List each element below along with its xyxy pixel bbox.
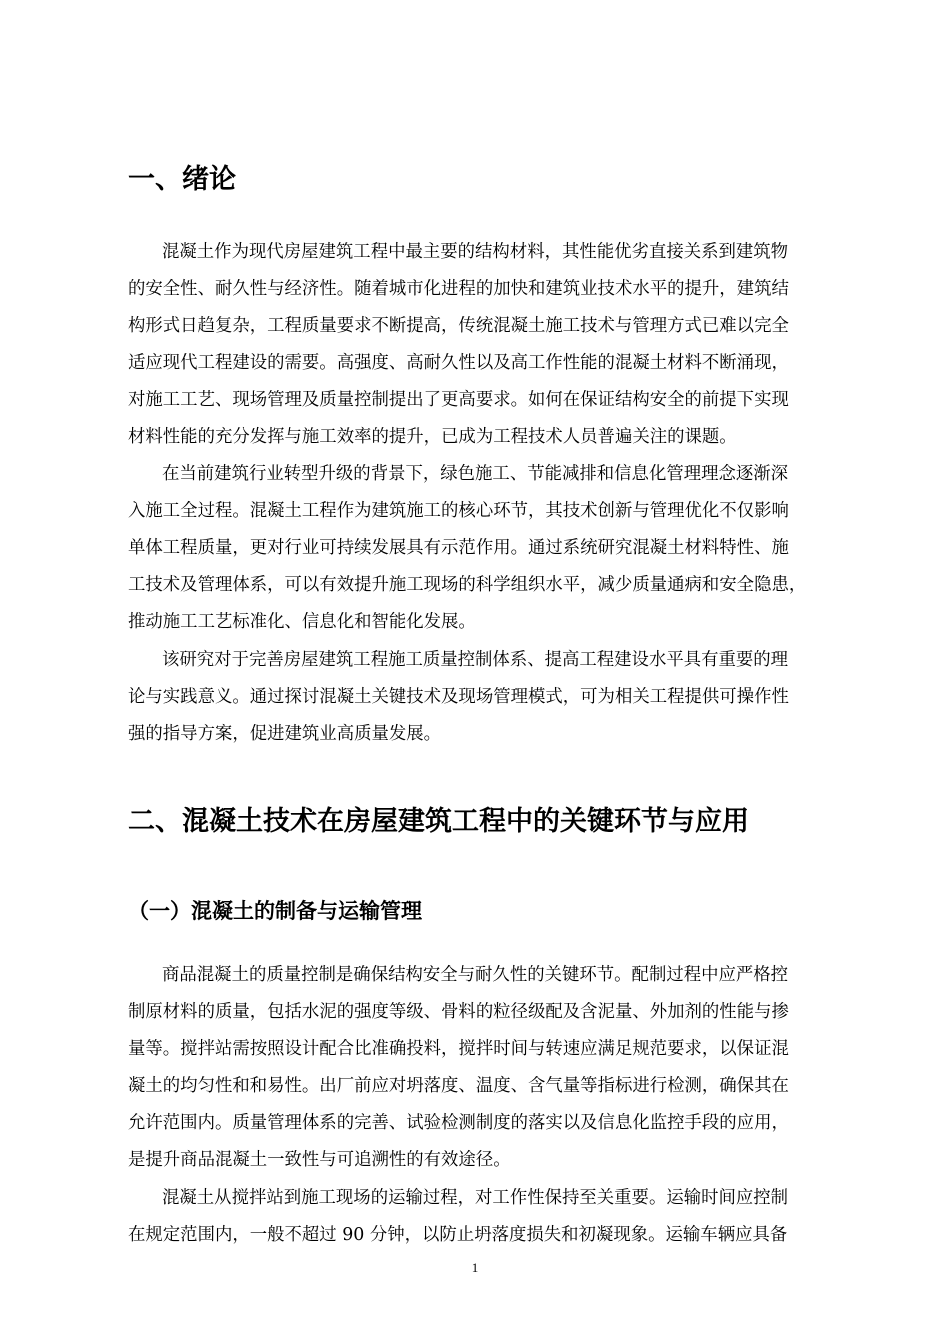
text-line: 商品混凝土的质量控制是确保结构安全与耐久性的关键环节。配制过程中应严格控 xyxy=(162,965,789,985)
text-line: 入施工全过程。混凝土工程作为建筑施工的核心环节，其技术创新与管理优化不仅影响 xyxy=(128,501,789,521)
text-line: 是提升商品混凝土一致性与可追溯性的有效途径。 xyxy=(128,1150,511,1170)
text-line: 论与实践意义。通过探讨混凝土关键技术及现场管理模式，可为相关工程提供可操作性 xyxy=(128,687,789,707)
text-line: 构形式日趋复杂，工程质量要求不断提高，传统混凝土施工技术与管理方式已难以完全 xyxy=(128,316,789,336)
text-line: 该研究对于完善房屋建筑工程施工质量控制体系、提高工程建设水平具有重要的理 xyxy=(162,650,789,670)
paragraph-intro-2 xyxy=(128,456,806,641)
text-line: 混凝土从搅拌站到施工现场的运输过程，对工作性保持至关重要。运输时间应控制 xyxy=(162,1188,789,1208)
paragraph-preparation-1 xyxy=(128,957,789,1179)
text-line: 强的指导方案，促进建筑业高质量发展。 xyxy=(128,724,442,744)
text-line: 的安全性、耐久性与经济性。随着城市化进程的加快和建筑业技术水平的提升，建筑结 xyxy=(128,279,789,299)
paragraph-transport-1 xyxy=(128,1180,788,1254)
text-line: 推动施工工艺标准化、信息化和智能化发展。 xyxy=(128,612,476,632)
subsection-heading-preparation-transport: （一）混凝土的制备与运输管理 xyxy=(128,899,422,923)
text-line: 允许范围内。质量管理体系的完善、试验检测制度的落实以及信息化监控手段的应用， xyxy=(128,1113,789,1133)
page-number: 1 xyxy=(471,1260,479,1275)
text-line: 混凝土作为现代房屋建筑工程中最主要的结构材料，其性能优劣直接关系到建筑物 xyxy=(162,242,789,262)
text-line: 工技术及管理体系，可以有效提升施工现场的科学组织水平，减少质量通病和安全隐患， xyxy=(128,575,807,595)
text-line: 对施工工艺、现场管理及质量控制提出了更高要求。如何在保证结构安全的前提下实现 xyxy=(128,390,789,410)
section-heading-concrete-technology: 二、混凝土技术在房屋建筑工程中的关键环节与应用 xyxy=(128,806,749,837)
text-line: 单体工程质量，更对行业可持续发展具有示范作用。通过系统研究混凝土材料特性、施 xyxy=(128,538,789,558)
text-line: 在当前建筑行业转型升级的背景下，绿色施工、节能减排和信息化管理理念逐渐深 xyxy=(162,464,789,484)
paragraph-intro-1 xyxy=(128,234,789,456)
text-line: 凝土的均匀性和和易性。出厂前应对坍落度、温度、含气量等指标进行检测，确保其在 xyxy=(128,1076,789,1096)
text-line: 在规定范围内，一般不超过 90 分钟，以防止坍落度损失和初凝现象。运输车辆应具备 xyxy=(128,1225,788,1245)
text-line: 制原材料的质量，包括水泥的强度等级、骨料的粒径级配及含泥量、外加剂的性能与掺 xyxy=(128,1002,789,1022)
paragraph-intro-3 xyxy=(128,642,789,753)
text-line: 材料性能的充分发挥与施工效率的提升，已成为工程技术人员普遍关注的课题。 xyxy=(128,427,737,447)
text-line: 量等。搅拌站需按照设计配合比准确投料，搅拌时间与转速应满足规范要求，以保证混 xyxy=(128,1039,789,1059)
text-line: 适应现代工程建设的需要。高强度、高耐久性以及高工作性能的混凝土材料不断涌现， xyxy=(128,353,789,373)
section-heading-introduction: 一、绪论 xyxy=(128,164,236,195)
